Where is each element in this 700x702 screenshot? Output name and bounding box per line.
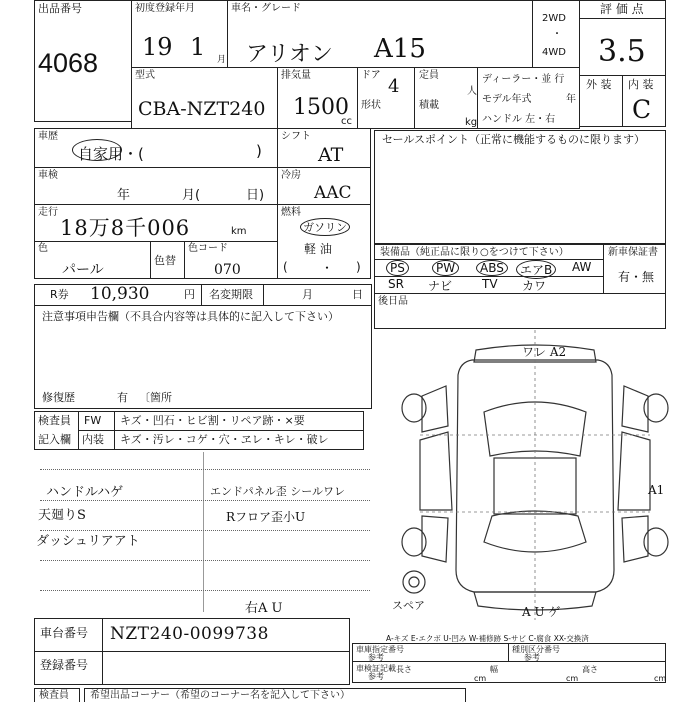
cc-unit: cc: [341, 116, 352, 127]
drive-4wd: 4WD: [542, 47, 566, 58]
private-circle: [72, 139, 122, 161]
recycle-label: R券: [50, 288, 69, 301]
cert-label: 車庫指定番号: [356, 645, 404, 654]
year-unit: 年: [566, 94, 576, 105]
inspector-ext-items: キズ・凹石・ヒビ割・リペア跡・×要: [120, 414, 305, 427]
deadline-label: 名変期限: [209, 288, 253, 301]
lot-label: 出品番号: [38, 2, 82, 15]
int-value: C: [632, 95, 652, 124]
guarantee-value: 有・無: [618, 270, 655, 284]
km-unit: km: [231, 226, 247, 237]
cm-1: cm: [474, 674, 487, 683]
equipment-label: 装備品（純正品に限り○をつけて下さい）: [380, 247, 569, 258]
load-unit: kg: [465, 117, 478, 128]
color-code: 070: [214, 262, 241, 278]
remark-6: 右A U: [245, 601, 283, 616]
displacement-value: 1500: [293, 95, 349, 120]
class-label: 種別区分番号: [512, 645, 560, 654]
recycle-unit: 円: [184, 288, 195, 301]
legend-line: A-キズ E-エクボ U-凹み W-補修跡 S-サビ C-腐食 XX-交換済: [386, 634, 589, 643]
spare-label: スペア: [392, 599, 425, 612]
displacement-label: 排気量: [281, 70, 311, 81]
chassis-value: NZT240-0099738: [110, 624, 269, 644]
len-sub: 参考: [368, 672, 384, 681]
aircon-value: AAC: [314, 183, 352, 203]
accessories-box: [374, 293, 666, 329]
inspector-label-1: 検査員: [38, 414, 71, 427]
history-close: ): [256, 142, 262, 160]
insp-month: 月(: [182, 188, 201, 203]
equipment-item: PS: [386, 260, 409, 276]
model-year-label: モデル年式: [482, 94, 532, 105]
equipment-item: TV: [482, 277, 498, 291]
fuel-paren-close: ): [356, 260, 361, 274]
first-reg-month: 1: [190, 33, 206, 61]
equipment-item: AW: [572, 260, 592, 274]
lot-number: 4068: [38, 48, 99, 78]
inspection-label: 車検: [38, 170, 58, 181]
inspector-fw: FW: [84, 414, 102, 427]
cert-sub: 参考: [368, 653, 384, 662]
equipment-item: カワ: [522, 279, 547, 293]
len-length: 長さ: [396, 665, 412, 674]
class-sub: 参考: [524, 653, 540, 662]
doors-label: ドア: [361, 70, 381, 81]
handle-label: ハンドル 左・右: [482, 114, 556, 125]
ext-label: 外 装: [586, 78, 612, 91]
remark-2: 天廻りS: [38, 508, 86, 523]
len-width: 幅: [490, 665, 498, 674]
mileage-value: 18万8千006: [60, 216, 191, 240]
color-value: パール: [62, 262, 104, 278]
equipment-item: PW: [432, 260, 459, 276]
inspector-label-2: 記入欄: [38, 433, 71, 446]
model-code-label: 型式: [135, 70, 155, 81]
mileage-label: 走行: [38, 207, 58, 218]
equipment-item: SR: [388, 277, 404, 291]
history-value: 自家用・(: [78, 145, 144, 163]
color-code-label: 色コード: [188, 243, 228, 254]
fuel-paren-open: (: [283, 260, 288, 274]
model-code-value: CBA-NZT240: [138, 98, 266, 120]
fuel-gas: ガソリン: [300, 218, 350, 236]
fuel-label: 燃料: [281, 207, 301, 218]
shift-value: AT: [318, 144, 344, 166]
footer-label: 検査員: [39, 690, 69, 701]
remark-4: エンドパネル歪 シールワレ: [210, 485, 346, 498]
load-label: 積載: [419, 100, 439, 111]
doors-value: 4: [388, 76, 400, 97]
grade-score: 3.5: [598, 34, 646, 69]
cm-2: cm: [566, 674, 579, 683]
fuel-dot: ・: [321, 261, 334, 275]
car-grade: A15: [374, 34, 426, 64]
shift-label: シフト: [281, 131, 311, 142]
diagram-top-note: ワレ A2: [522, 345, 567, 359]
repair-place: 〔箇所: [139, 391, 172, 404]
guarantee-label: 新車保証書: [608, 247, 658, 258]
cm-3: cm: [654, 674, 667, 683]
recycle-value: 10,930: [90, 284, 150, 304]
aircon-label: 冷房: [281, 170, 301, 181]
drive-dot: ・: [552, 29, 562, 40]
remark-5: Rフロア歪小U: [226, 510, 306, 524]
fuel-diesel: 軽 油: [304, 242, 332, 256]
car-model: アリオン: [246, 42, 333, 67]
inspector-int-items: キズ・汚レ・コゲ・穴・ヱレ・キレ・破レ: [120, 433, 329, 446]
remark-3: ダッシュリアアト: [36, 534, 140, 549]
repair-value: 有: [117, 391, 128, 404]
shape-label: 形状: [361, 100, 381, 111]
deadline-month: 月: [302, 288, 313, 301]
sales-point-label: セールスポイント（正常に機能するものに限ります）: [382, 133, 646, 146]
len-height: 高さ: [582, 665, 598, 674]
accessories-label: 後日品: [378, 296, 408, 307]
first-reg-year: 19: [142, 33, 173, 61]
grade-label: 評 価 点: [600, 2, 644, 16]
month-unit: 月: [217, 55, 227, 65]
repair-label: 修復歴: [42, 391, 75, 404]
diagram-right-note: A1: [648, 483, 665, 497]
dealer-label: ディーラー・並 行: [482, 74, 565, 85]
car-diagram: [400, 330, 670, 620]
sales-point-box: [374, 130, 666, 244]
first-reg-label: 初度登録年月: [135, 3, 195, 14]
capacity-label: 定員: [419, 70, 439, 81]
registration-label: 登録番号: [40, 658, 89, 672]
insp-day: 日): [246, 188, 265, 203]
inspection-box: [34, 167, 278, 205]
history-box: [34, 128, 278, 168]
equipment-item: ナビ: [428, 279, 453, 293]
chassis-label: 車台番号: [40, 626, 89, 640]
insp-year: 年: [117, 188, 131, 203]
notes-label: 注意事項申告欄（不具合内容等は具体的に記入して下さい）: [42, 310, 339, 323]
color-label: 色: [38, 243, 48, 254]
capacity-unit: 人: [467, 86, 477, 97]
name-label: 車名・グレード: [231, 3, 301, 14]
inspector-int: 内装: [82, 433, 104, 446]
remark-1: ハンドルハゲ: [46, 485, 124, 500]
len-label: 車検証記載: [356, 664, 396, 673]
equipment-item: ABS: [476, 260, 508, 276]
int-label: 内 装: [628, 78, 654, 91]
equipment-item: エアB: [516, 260, 556, 279]
color-change-label: 色替: [154, 254, 176, 267]
footer-text: 希望出品コーナー（希望のコーナー名を記入して下さい）: [90, 690, 350, 701]
diagram-bottom-note: A U ゲ: [522, 605, 561, 619]
recycle-box: [34, 284, 372, 306]
history-label: 車歴: [38, 131, 58, 142]
drive-2wd: 2WD: [542, 13, 566, 24]
deadline-day: 日: [352, 288, 363, 301]
